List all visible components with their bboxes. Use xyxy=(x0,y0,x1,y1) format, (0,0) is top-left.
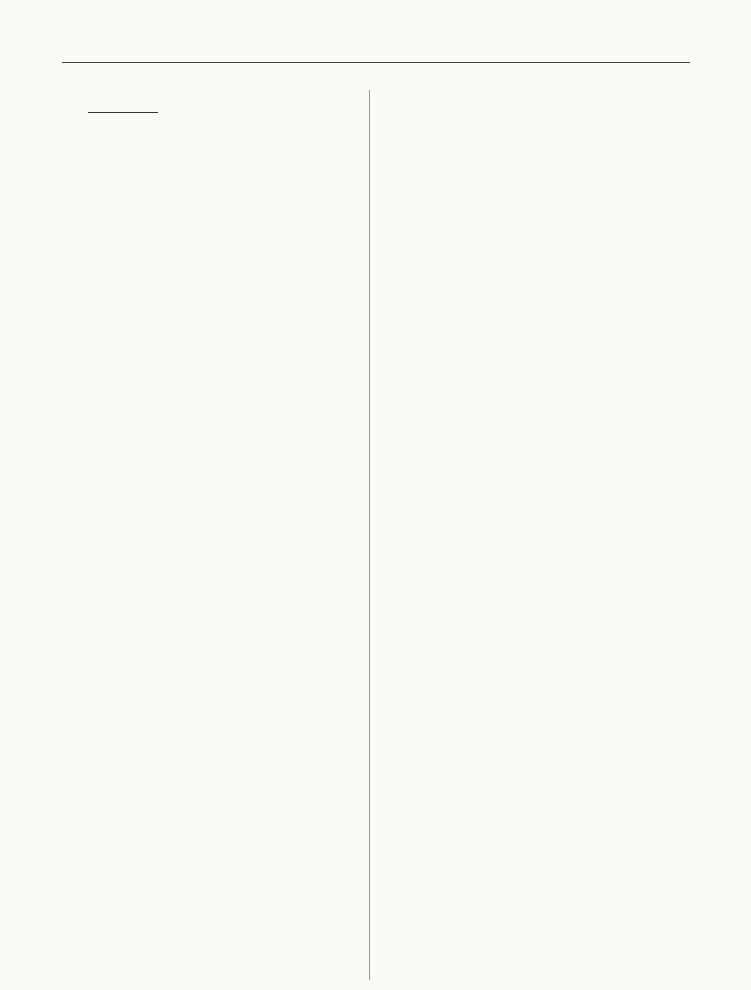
header-rule xyxy=(62,62,690,63)
column-separator xyxy=(369,90,370,980)
footnote-rule xyxy=(88,112,158,113)
left-column xyxy=(88,90,363,135)
page-header xyxy=(62,44,690,60)
